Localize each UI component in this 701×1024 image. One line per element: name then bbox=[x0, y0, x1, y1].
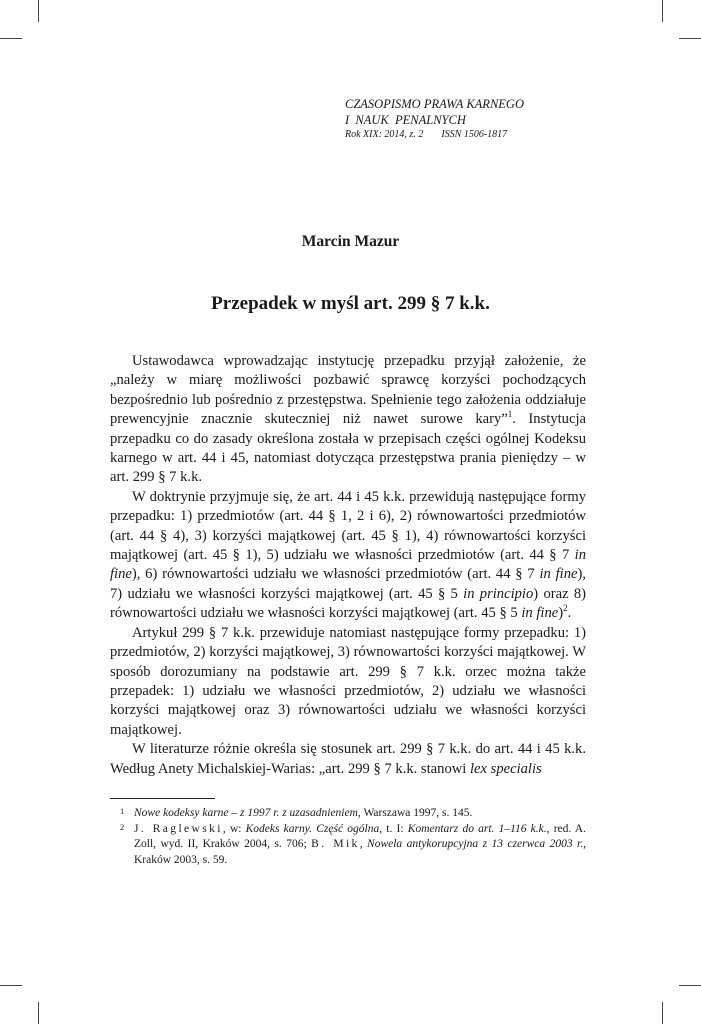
journal-header bbox=[345, 96, 585, 141]
footnote-number: 1 bbox=[120, 806, 125, 816]
journal-meta bbox=[345, 128, 585, 141]
journal-name-line2: I NAUK PENALNYCH bbox=[345, 113, 466, 127]
article-title: Przepadek w myśl art. 299 § 7 k.k. bbox=[211, 293, 490, 314]
crop-mark bbox=[679, 985, 701, 986]
crop-mark bbox=[679, 38, 701, 39]
footnote-separator bbox=[110, 798, 215, 799]
footnotes bbox=[110, 806, 586, 868]
author-name: Marcin Mazur bbox=[301, 233, 400, 250]
crop-mark bbox=[0, 985, 22, 986]
paragraph-2: W doktrynie przyjmuje się, że art. 44 i 45 k.k. przewidują następujące formy przepadku: 1) przedmiotów (art. 44 § 1, 2 i 6), 2) równowartości przedmiotów (art. 44 § 4), 3) korzyści majątkowej (art. 45 § 1), 4) równowartości korzyści majątkowej (art. 45 § 1), 5) udziału we własności przedmiotów (art. 44 § 7 in fine), 6) równowartości udziału we własności przedmiotów (art. 44 § 7 in fine), 7) udziału we własności korzyści majątkowej (art. 45 § 5 in principio) oraz 8) równowartości udziału we własności korzyści majątkowej (art. 45 § 5 in fine)$^2$. bbox=[110, 488, 586, 622]
footnote-2: 2 J. Raglewski, w: Kodeks karny. Część ogólna, t. I: Komentarz do art. 1–116 k.k., red. A. Zoll, wyd. II, Kraków 2004, s. 706; B. Mik, Nowela antykorupcyjna z 13 czerwca 2003 r., Kraków 2003, s. 59. bbox=[120, 821, 587, 866]
volume-info: Rok XIX: 2014, z. 2 bbox=[345, 129, 424, 140]
footnote-ref-1[interactable]: 1 bbox=[507, 409, 513, 420]
paragraph-1: Ustawodawca wprowadzając instytucję przepadku przyjął założenie, że „należy w miarę możliwości pozbawić sprawcę korzyści pochodzących bezpośrednio lub pośrednio z przestępstwa. Spełnienie tego założenia oddziałuje prewencyjnie znacznie skuteczniej niż nawet surowe kary”$^1$. Instytucja przepadku co do zasady określona została w przepisach części ogólnej Kodeksu karnego w art. 44 i 45, natomiast dotycząca przestępstwa prania pieniędzy – w art. 299 § 7 k.k. bbox=[110, 353, 586, 486]
article-body bbox=[110, 352, 586, 779]
crop-mark bbox=[0, 38, 22, 39]
footnote-number: 2 bbox=[120, 821, 125, 832]
paragraph-4: W literaturze różnie określa się stosunek art. 299 § 7 k.k. do art. 44 i 45 k.k. Według Anety Michalskiej-Warias: „art. 299 § 7 k.k. stanowi lex specialis bbox=[110, 741, 586, 777]
crop-mark bbox=[662, 1002, 663, 1024]
footnote-1: 1 Nowe kodeksy karne – z 1997 r. z uzasadnieniem, Warszawa 1997, s. 145. bbox=[120, 806, 473, 819]
issn: ISSN 1506-1817 bbox=[441, 129, 508, 140]
crop-mark bbox=[662, 0, 663, 22]
cited-author: B. Mik bbox=[311, 838, 360, 850]
crop-mark bbox=[38, 1002, 39, 1024]
cited-author: J. Raglewski bbox=[134, 822, 223, 835]
crop-mark bbox=[38, 0, 39, 22]
footnote-ref-2[interactable]: 2 bbox=[563, 603, 568, 614]
paragraph-3: Artykuł 299 § 7 k.k. przewiduje natomiast następujące formy przepadku: 1) przedmiotów, 2) korzyści majątkowej, 3) równowartości korzyści majątkowej. W sposób dorozumiany na podstawie art. 299 § 7 k.k. orzec można także przepadek: 1) udziału we własności przedmiotów, 2) udziału we własności korzyści majątkowej oraz 3) równowartości udziału we własności korzyści majątkowej. bbox=[110, 624, 586, 738]
journal-name-line1: CZASOPISMO PRAWA KARNEGO bbox=[345, 97, 524, 111]
